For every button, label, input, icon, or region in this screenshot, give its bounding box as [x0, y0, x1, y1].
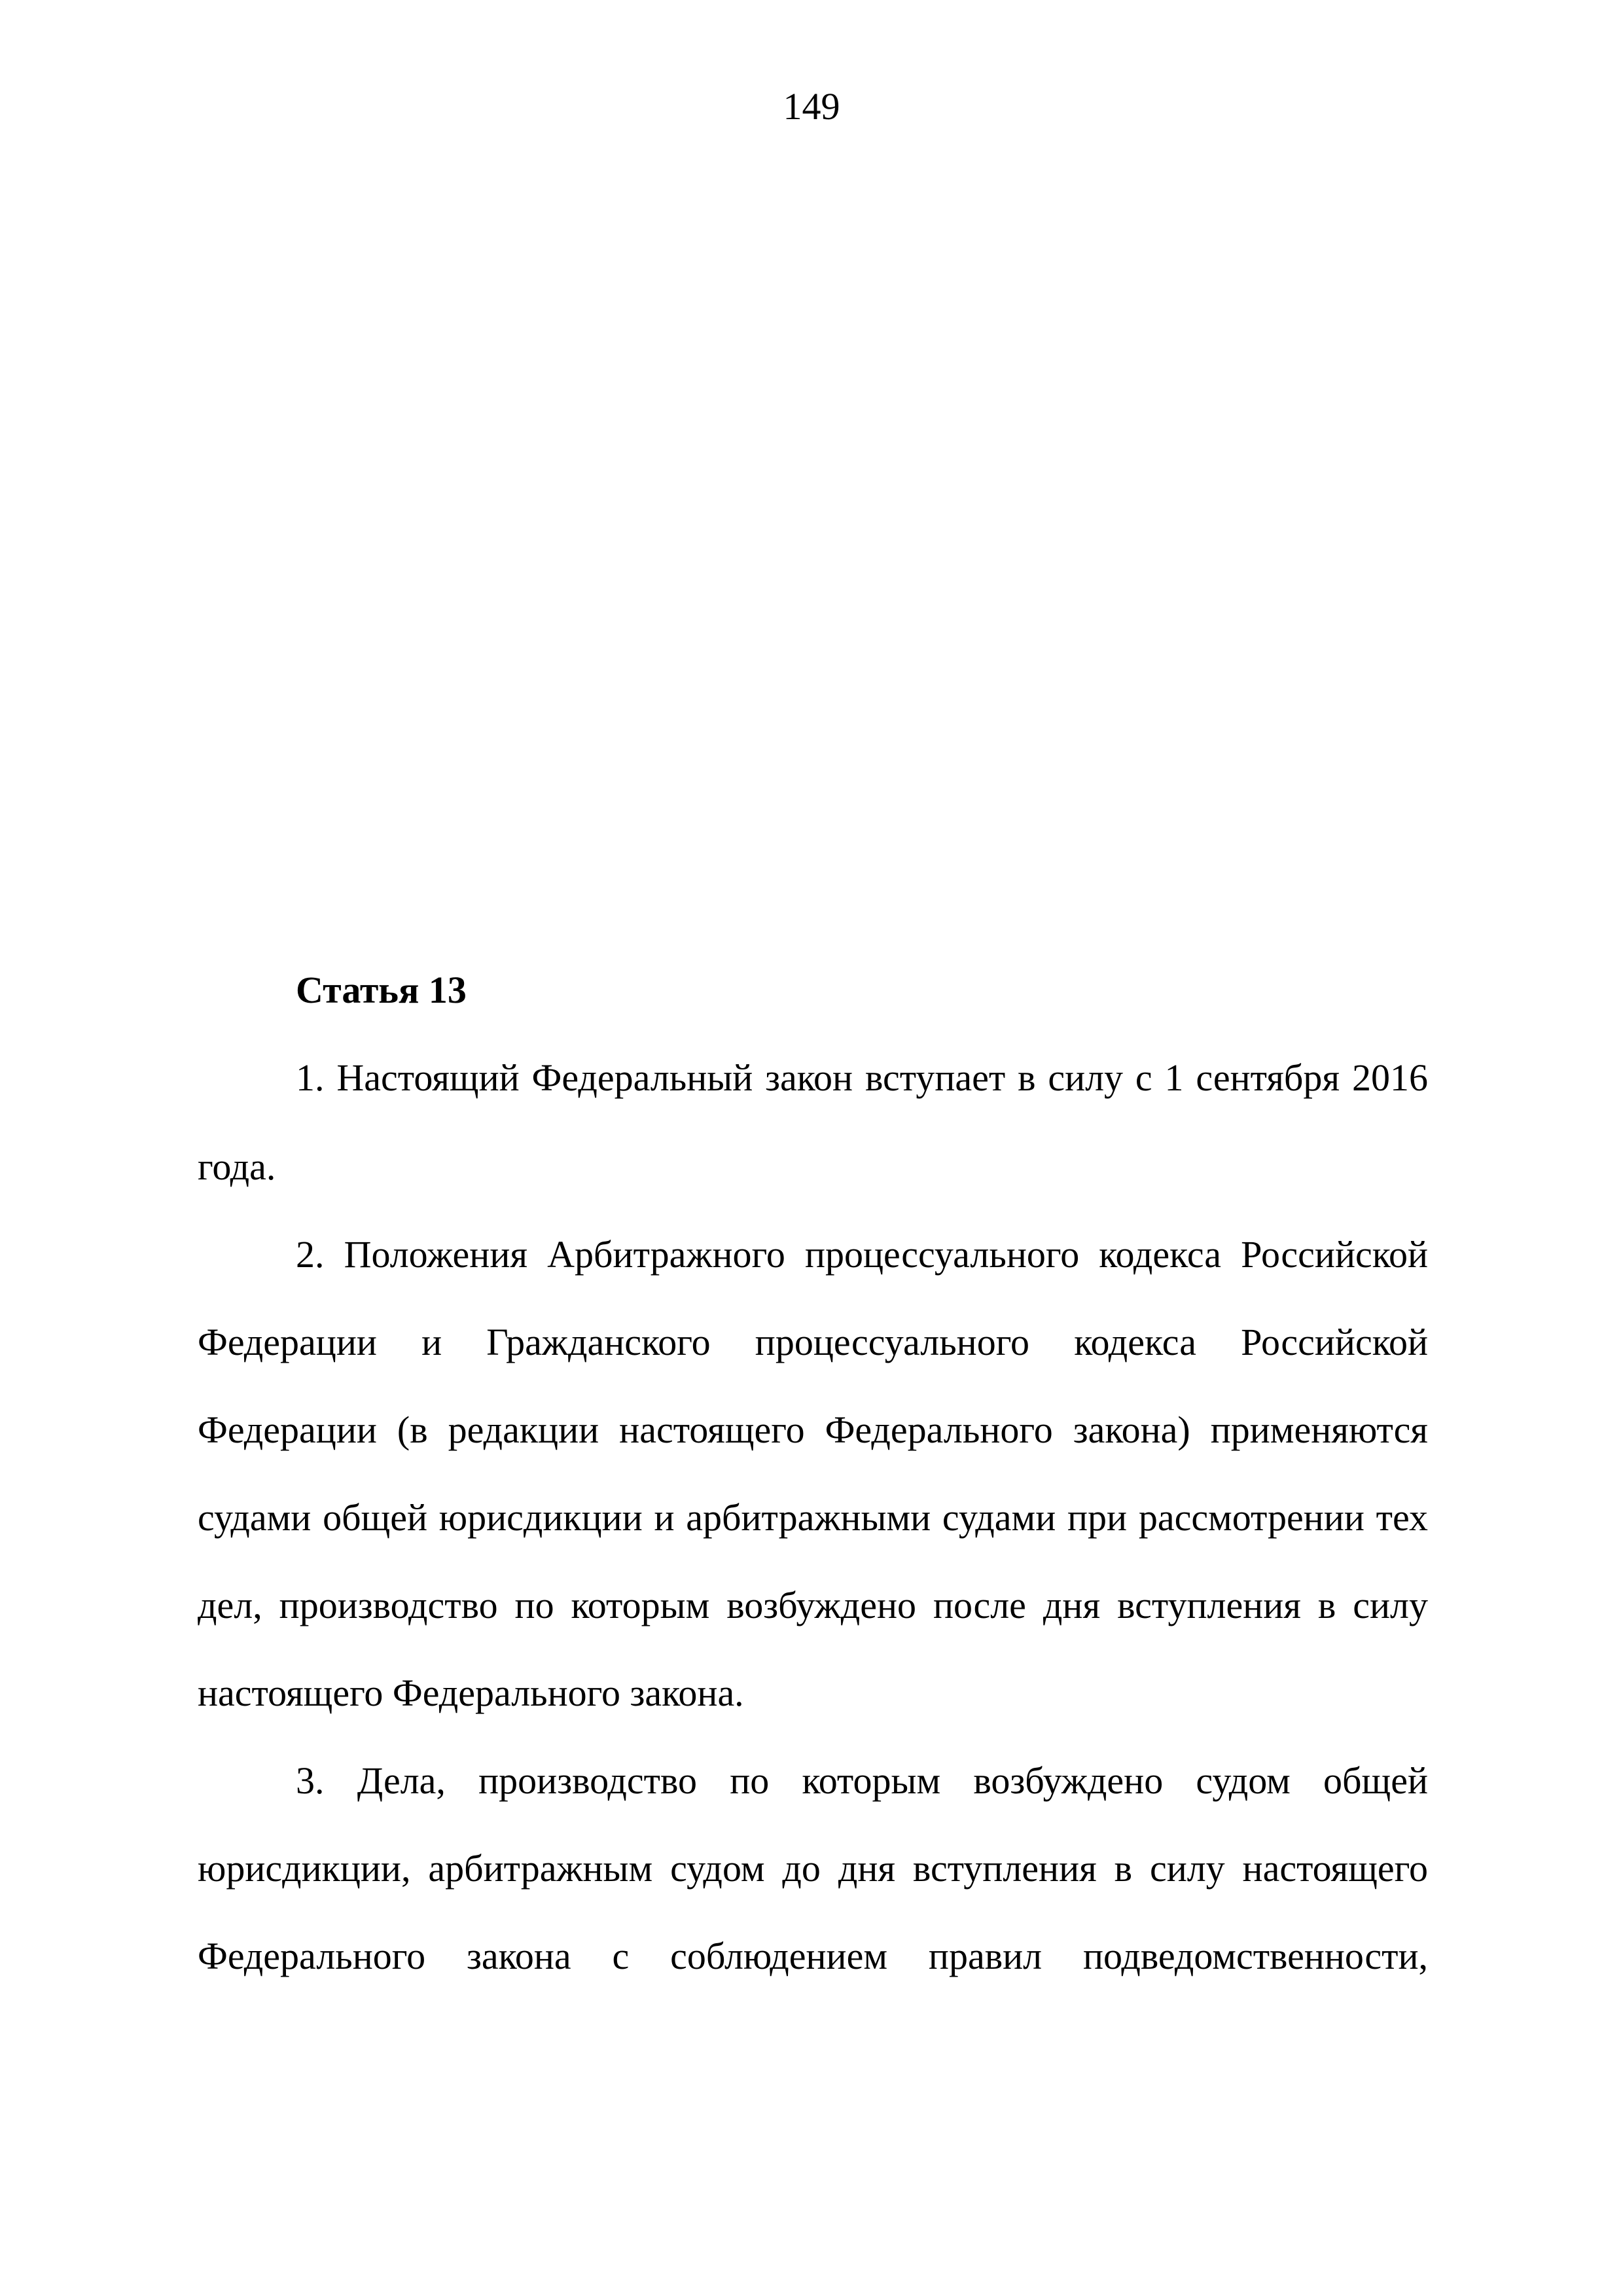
- paragraph-2-line-4: судами общей юрисдикции и арбитражными судами при рассмотрении тех: [198, 1496, 1428, 1539]
- paragraph-3-line-1: 3. Дела, производство по которым возбуждено судом общей: [296, 1759, 1428, 1802]
- paragraph-2-line-2: Федерации и Гражданского процессуального кодекса Российской: [198, 1321, 1428, 1363]
- page-number: 149: [783, 85, 840, 128]
- paragraph-2-line-3: Федерации (в редакции настоящего Федерального закона) применяются: [198, 1408, 1428, 1451]
- article-heading: Статья 13: [296, 969, 467, 1011]
- paragraph-2-line-1: 2. Положения Арбитражного процессуального кодекса Российской: [296, 1233, 1428, 1276]
- paragraph-3-line-2: юрисдикции, арбитражным судом до дня вступления в силу настоящего: [198, 1847, 1428, 1890]
- paragraph-2-line-5: дел, производство по которым возбуждено после дня вступления в силу: [198, 1584, 1428, 1626]
- paragraph-2-line-6: настоящего Федерального закона.: [198, 1672, 744, 1714]
- paragraph-1-line-2: года.: [198, 1145, 276, 1188]
- paragraph-3-line-3: Федерального закона с соблюдением правил подведомственности,: [198, 1935, 1428, 1977]
- paragraph-1-line-1: 1. Настоящий Федеральный закон вступает в силу с 1 сентября 2016: [296, 1056, 1428, 1099]
